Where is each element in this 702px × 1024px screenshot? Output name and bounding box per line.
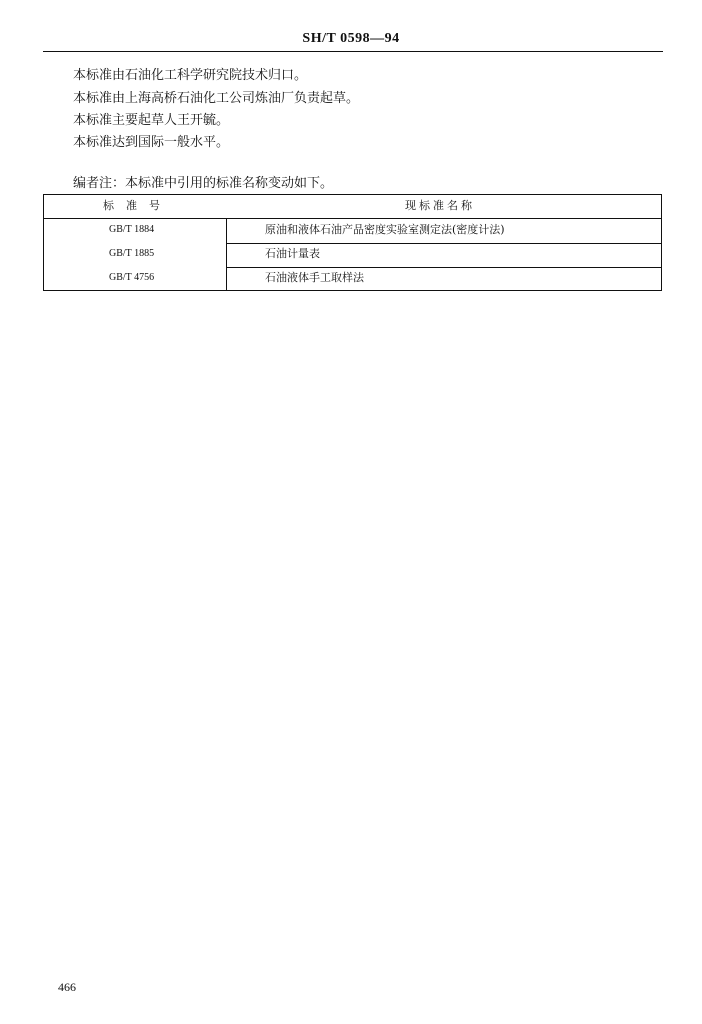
table-row [43, 219, 661, 243]
standard-name-cell: 石油计量表 [265, 247, 320, 260]
header-current-name: 现标准名称 [405, 199, 475, 212]
standard-number-cell: GB/T 1884 [109, 224, 155, 235]
header-standard-number: 标准号 [103, 199, 172, 212]
paragraph-main-drafter: 本标准主要起草人王开毓。 [73, 113, 230, 128]
standard-code-header: SH/T 0598—94 [302, 31, 400, 46]
paragraph-technical-centralization: 本标准由石油化工科学研究院技术归口。 [73, 68, 308, 83]
table-header-row [43, 195, 661, 219]
table-row [43, 267, 661, 291]
table-row [43, 243, 661, 267]
paragraph-drafting-organization: 本标准由上海高桥石油化工公司炼油厂负责起草。 [73, 91, 360, 106]
standard-number-cell: GB/T 1885 [109, 248, 155, 259]
header-rule [43, 51, 663, 52]
page-number: 466 [58, 980, 76, 994]
paragraph-level: 本标准达到国际一般水平。 [73, 135, 230, 150]
standard-name-cell: 原油和液体石油产品密度实验室测定法(密度计法) [265, 223, 505, 236]
standards-table [43, 194, 662, 291]
editor-note: 编者注：本标准中引用的标准名称变动如下。 [73, 176, 334, 191]
standard-number-cell: GB/T 4756 [109, 272, 155, 283]
standard-name-cell: 石油液体手工取样法 [265, 271, 364, 284]
